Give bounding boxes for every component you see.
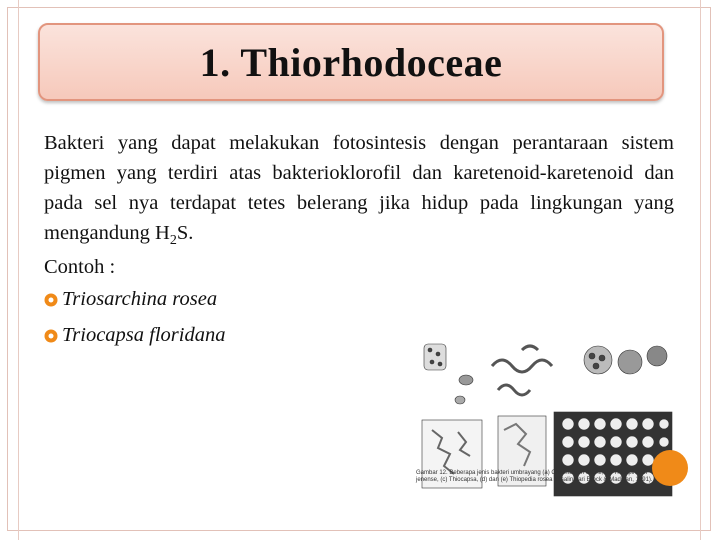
right-rule — [700, 0, 701, 540]
slide-title: 1. Thiorhodoceae — [199, 39, 503, 85]
example-item — [44, 288, 217, 311]
bullet-icon — [44, 293, 58, 307]
paragraph-text: Bakteri yang dapat melakukan fotosintesis dengan perantaraan sistem pigmen yang terdiri atas bakterioklorofil dan karetenoid-karetenoid dan pada sel nya terdapat tetes belerang jika hidup pada lingkungan yang mengandung H — [44, 132, 674, 244]
figure-caption: Gambar 12. Beberapa jenis bakteri umbrayang (a) Chromatium okenii, (b) Thiospirillum jenense, (c) Thiocapsa, (d) dan (e) Thiopedia rosea (disalin dari Brock & Madigan, 1991). — [416, 470, 653, 483]
contoh-label: Contoh : — [44, 256, 116, 278]
example-label: Triosarchina rosea — [62, 288, 218, 310]
body-paragraph — [44, 128, 674, 256]
example-item — [44, 324, 225, 347]
bacteria-figure — [402, 320, 684, 518]
paragraph-end: S. — [176, 222, 194, 244]
example-label: Triocapsa floridana — [62, 324, 226, 346]
accent-circle — [652, 450, 688, 486]
paragraph-subscript: 2 — [169, 233, 177, 249]
bullet-icon — [44, 329, 58, 343]
title-box — [38, 23, 664, 101]
left-rule — [18, 0, 19, 540]
